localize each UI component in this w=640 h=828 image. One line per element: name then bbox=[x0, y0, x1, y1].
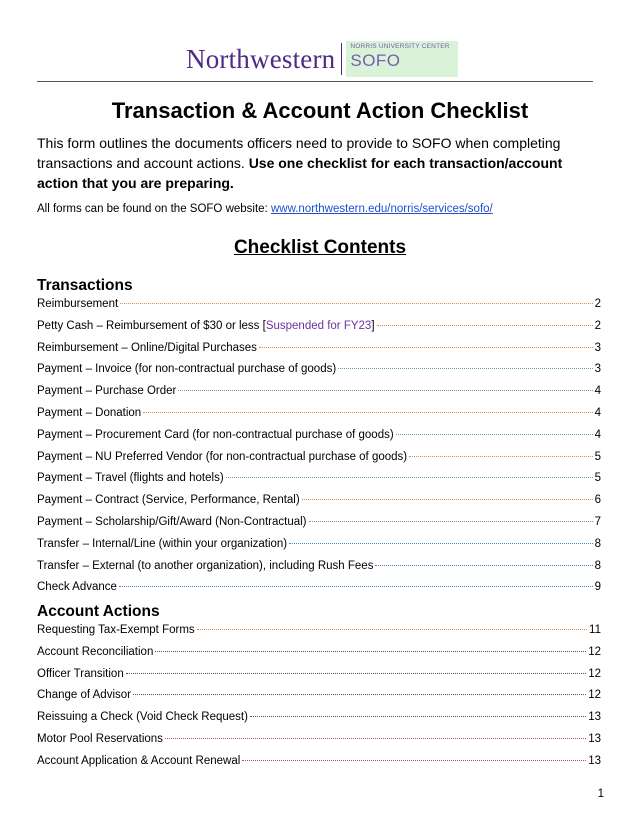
toc-entry-title: Account Application & Account Renewal bbox=[37, 754, 241, 767]
toc-entry[interactable] bbox=[37, 514, 601, 536]
toc-entry-title: Requesting Tax-Exempt Forms bbox=[37, 624, 195, 636]
toc-dot-leader bbox=[126, 673, 586, 674]
toc-entry-title: Account Reconciliation bbox=[37, 645, 154, 658]
toc-entry-title: Motor Pool Reservations bbox=[37, 732, 163, 745]
toc-page-number: 13 bbox=[588, 754, 601, 767]
intro-paragraph bbox=[37, 133, 603, 193]
suspended-note: Suspended for FY23 bbox=[265, 319, 372, 332]
toc-dot-leader bbox=[259, 347, 593, 348]
toc-entry[interactable] bbox=[37, 687, 601, 709]
toc-entry-label bbox=[37, 361, 336, 377]
toc-entry-label bbox=[37, 687, 131, 703]
toc-entry[interactable] bbox=[37, 666, 601, 688]
toc-dot-leader bbox=[165, 738, 586, 739]
toc-entry-label bbox=[37, 470, 224, 486]
toc-page-number: 4 bbox=[594, 385, 601, 398]
transactions-heading: Transactions bbox=[37, 277, 133, 294]
toc-entry-label bbox=[37, 449, 407, 465]
northwestern-sofo-logo bbox=[186, 40, 458, 78]
toc-dot-leader bbox=[226, 477, 593, 478]
toc-dot-leader bbox=[119, 586, 593, 587]
toc-page-number: 5 bbox=[594, 450, 601, 463]
toc-entry-label bbox=[37, 427, 394, 443]
toc-entry-title: Payment – Procurement Card (for non-contractual purchase of goods) bbox=[37, 428, 394, 441]
toc-entry[interactable] bbox=[37, 296, 601, 318]
toc-entry[interactable] bbox=[37, 405, 601, 427]
toc-entry-title: Transfer – Internal/Line (within your organization) bbox=[37, 537, 288, 550]
transactions-toc-list bbox=[37, 296, 601, 601]
toc-entry-label bbox=[37, 296, 118, 312]
forms-line-text: All forms can be found on the SOFO website: bbox=[37, 203, 271, 215]
toc-entry[interactable] bbox=[37, 644, 601, 666]
account-actions-toc-list bbox=[37, 622, 601, 775]
toc-entry-title: Payment – Invoice (for non-contractual purchase of goods) bbox=[37, 363, 337, 376]
toc-page-number: 8 bbox=[594, 537, 601, 550]
toc-dot-leader bbox=[120, 303, 592, 304]
forms-location-line bbox=[37, 201, 603, 217]
toc-dot-leader bbox=[396, 434, 593, 435]
toc-dot-leader bbox=[250, 716, 586, 717]
sofo-website-link[interactable]: www.northwestern.edu/norris/services/sofo/ bbox=[270, 203, 493, 215]
page-number: 1 bbox=[597, 788, 604, 800]
toc-entry-title: Reimbursement bbox=[37, 298, 119, 310]
intro-text: This form outlines the documents officers need to provide to SOFO when completing transactions and account actions. bbox=[37, 135, 561, 171]
toc-entry-title: Check Advance bbox=[37, 581, 117, 594]
toc-dot-leader bbox=[242, 760, 586, 761]
toc-entry[interactable] bbox=[37, 383, 601, 405]
account-actions-heading: Account Actions bbox=[37, 603, 160, 620]
toc-page-number: 3 bbox=[594, 341, 601, 354]
toc-entry-label bbox=[37, 405, 141, 421]
toc-entry[interactable] bbox=[37, 449, 601, 471]
toc-entry-title: Payment – Donation bbox=[37, 406, 142, 419]
toc-entry[interactable] bbox=[37, 536, 601, 558]
toc-page-number: 11 bbox=[589, 624, 601, 636]
toc-entry-title: Reimbursement – Online/Digital Purchases bbox=[37, 341, 257, 354]
toc-entry-title: Payment – Travel (flights and hotels) bbox=[37, 472, 224, 485]
toc-dot-leader bbox=[409, 456, 592, 457]
toc-page-number: 12 bbox=[588, 689, 601, 702]
toc-entry-label bbox=[37, 340, 257, 356]
toc-entry[interactable] bbox=[37, 492, 601, 514]
toc-entry-label bbox=[37, 558, 373, 574]
toc-entry-label bbox=[37, 514, 307, 530]
toc-entry-label bbox=[37, 644, 153, 660]
toc-entry-label bbox=[37, 318, 375, 334]
toc-dot-leader bbox=[377, 325, 593, 326]
toc-dot-leader bbox=[178, 390, 592, 391]
toc-page-number: 7 bbox=[594, 515, 601, 528]
toc-dot-leader bbox=[302, 499, 593, 500]
toc-entry-label bbox=[37, 753, 240, 769]
toc-entry[interactable] bbox=[37, 622, 601, 644]
toc-dot-leader bbox=[375, 565, 592, 566]
toc-entry-title: Officer Transition bbox=[37, 667, 124, 680]
toc-page-number: 9 bbox=[594, 581, 601, 594]
toc-dot-leader bbox=[155, 651, 586, 652]
toc-page-number: 5 bbox=[594, 472, 601, 485]
toc-entry[interactable] bbox=[37, 579, 601, 601]
toc-page-number: 6 bbox=[594, 494, 601, 507]
toc-entry[interactable] bbox=[37, 753, 601, 775]
toc-entry-title-end: ] bbox=[371, 319, 375, 332]
toc-entry[interactable] bbox=[37, 470, 601, 492]
toc-entry-label bbox=[37, 492, 300, 508]
toc-entry-title: Payment – Contract (Service, Performance, Rental) bbox=[37, 494, 300, 507]
header-rule bbox=[37, 81, 593, 82]
page-title: Transaction & Account Action Checklist bbox=[111, 98, 529, 123]
logo-wordmark: Northwestern bbox=[186, 43, 336, 74]
toc-entry-label bbox=[37, 731, 163, 747]
toc-dot-leader bbox=[197, 629, 587, 630]
toc-page-number: 8 bbox=[594, 559, 601, 572]
toc-page-number: 12 bbox=[588, 667, 601, 680]
toc-entry-label bbox=[37, 666, 124, 682]
toc-entry[interactable] bbox=[37, 361, 601, 383]
toc-page-number: 3 bbox=[594, 363, 601, 376]
toc-page-number: 12 bbox=[588, 645, 601, 658]
logo-subtitle: NORRIS UNIVERSITY CENTER bbox=[350, 43, 450, 50]
checklist-contents-heading: Checklist Contents bbox=[233, 237, 407, 258]
toc-entry-label bbox=[37, 579, 117, 595]
logo-divider bbox=[341, 43, 342, 75]
toc-entry-label bbox=[37, 622, 195, 638]
toc-dot-leader bbox=[309, 521, 593, 522]
toc-entry-title: Payment – Purchase Order bbox=[37, 385, 177, 398]
toc-entry-title: Petty Cash – Reimbursement of $30 or less [ bbox=[37, 319, 266, 332]
logo-sofo-box bbox=[346, 41, 458, 77]
toc-dot-leader bbox=[133, 694, 586, 695]
toc-page-number: 13 bbox=[588, 711, 601, 724]
toc-entry[interactable] bbox=[37, 731, 601, 753]
toc-entry[interactable] bbox=[37, 427, 601, 449]
toc-page-number: 2 bbox=[594, 298, 601, 310]
logo-sofo-text: SOFO bbox=[350, 51, 401, 70]
toc-entry-title: Payment – NU Preferred Vendor (for non-contractual purchase of goods) bbox=[37, 450, 408, 463]
toc-entry[interactable] bbox=[37, 558, 601, 580]
toc-page-number: 4 bbox=[594, 406, 601, 419]
toc-entry[interactable] bbox=[37, 340, 601, 362]
toc-entry-title: Change of Advisor bbox=[37, 689, 131, 702]
toc-entry-title: Payment – Scholarship/Gift/Award (Non-Contractual) bbox=[37, 515, 307, 528]
toc-entry[interactable] bbox=[37, 318, 601, 340]
intro-bold-text: Use one checklist for each transaction/account action that you are preparing. bbox=[37, 155, 563, 191]
toc-entry-label bbox=[37, 536, 287, 552]
toc-page-number: 2 bbox=[594, 319, 601, 332]
toc-entry-title: Transfer – External (to another organization), including Rush Fees bbox=[37, 559, 374, 572]
toc-dot-leader bbox=[289, 543, 592, 544]
toc-entry-label bbox=[37, 383, 176, 399]
toc-entry-title: Reissuing a Check (Void Check Request) bbox=[37, 711, 248, 724]
toc-page-number: 4 bbox=[594, 428, 601, 441]
toc-entry[interactable] bbox=[37, 709, 601, 731]
toc-page-number: 13 bbox=[588, 732, 601, 745]
toc-dot-leader bbox=[338, 368, 592, 369]
toc-dot-leader bbox=[143, 412, 592, 413]
toc-entry-label bbox=[37, 709, 248, 725]
